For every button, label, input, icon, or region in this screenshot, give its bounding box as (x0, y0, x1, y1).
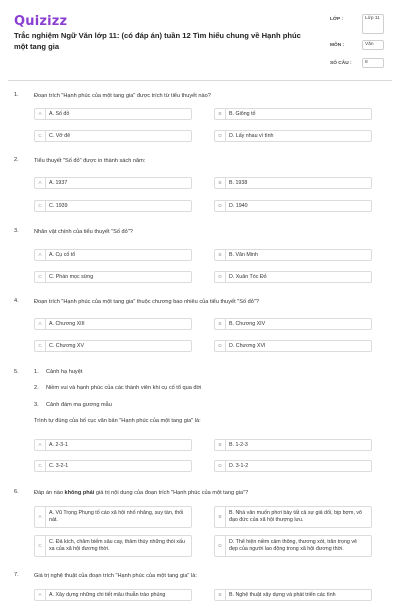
option-a[interactable] (34, 589, 192, 601)
count-row (330, 58, 388, 72)
subject-label: MÔN : (330, 43, 345, 48)
option-letter: B (215, 590, 226, 600)
option-a[interactable] (34, 177, 192, 189)
subject-row (330, 40, 388, 54)
question-text: Đoạn trích "Hạnh phúc của một tang gia" thuộc chương bao nhiêu của tiểu thuyết "Số đỏ"? (34, 299, 259, 305)
sub-item-text: Niềm vui và hạnh phúc của các thành viên khi cụ cố tổ qua đời (46, 385, 202, 391)
option-d[interactable] (214, 460, 372, 472)
question-text: Trình tự đúng của bố cục văn bản "Hạnh phúc của một tang gia" là: (34, 418, 201, 424)
option-letter: B (215, 178, 226, 188)
option-a[interactable] (34, 108, 192, 120)
worksheet-header (0, 0, 400, 78)
option-c[interactable] (34, 200, 192, 212)
option-c[interactable] (34, 340, 192, 352)
option-text: C. Phán mọc sừng (49, 274, 94, 280)
option-a[interactable] (34, 439, 192, 451)
question-number: 1. (14, 92, 19, 98)
option-letter: A (35, 178, 46, 188)
class-label: LỚP : (330, 17, 344, 22)
question-text: Nhân vật chính của tiểu thuyết "Số đỏ"? (34, 229, 133, 235)
option-letter: D (215, 201, 226, 211)
subject-field[interactable]: Văn (362, 40, 384, 50)
question-text: Tiểu thuyết "Số đỏ" được in thành sách năm: (34, 158, 146, 164)
option-letter: B (215, 440, 226, 450)
option-text: B. Nghệ thuật xây dựng và phát triển các tình (229, 592, 336, 598)
option-letter: C (35, 131, 46, 141)
option-a[interactable] (34, 318, 192, 330)
class-row (330, 14, 388, 36)
question-text-pre: Đáp án nào (34, 490, 65, 496)
sub-item-number: 2. (34, 385, 39, 391)
option-b[interactable] (214, 589, 372, 601)
option-text: B. 1938 (229, 180, 248, 186)
question-text-emphasis: không phải (64, 490, 95, 496)
option-b[interactable] (214, 439, 372, 451)
option-text: A. Xây dựng những chi tiết mâu thuẫn trào phúng (49, 592, 166, 598)
option-text: A. Chương XIII (49, 321, 85, 327)
option-text: A. Số đỏ (49, 111, 70, 117)
count-field[interactable]: 8 (362, 58, 384, 68)
option-c[interactable] (34, 460, 192, 472)
option-text: A. Cụ cố tổ (49, 252, 76, 258)
page-title: Trắc nghiệm Ngữ Văn lớp 11: (có đáp án) tuần 12 Tìm hiểu chung về Hạnh phúc một tang gia (14, 31, 301, 51)
option-c[interactable] (34, 130, 192, 142)
option-letter: D (215, 536, 226, 556)
option-letter: B (215, 109, 226, 119)
sub-item-text: Cảnh đám ma gương mẫu (46, 402, 112, 408)
meta-panel (330, 14, 388, 76)
option-b[interactable] (214, 506, 372, 528)
question-number: 3. (14, 228, 19, 234)
sub-item (34, 402, 112, 408)
option-text: C. Vỡ đê (49, 133, 71, 139)
option-letter: A (35, 507, 46, 527)
option-letter: C (35, 461, 46, 471)
option-d[interactable] (214, 535, 372, 557)
option-text: D. Thể hiện niềm cảm thông, thương xót, trân trọng vẻ đẹp của người lao động trong xã hội đương thời. (229, 539, 357, 552)
question-number: 2. (14, 157, 19, 163)
option-letter: A (35, 250, 46, 260)
option-d[interactable] (214, 340, 372, 352)
option-d[interactable] (214, 271, 372, 283)
option-letter: B (215, 319, 226, 329)
header-divider (8, 80, 392, 81)
option-letter: B (215, 250, 226, 260)
option-letter: A (35, 319, 46, 329)
option-text: C. 3-2-1 (49, 463, 69, 469)
option-c[interactable] (34, 535, 192, 557)
option-text: A. 1937 (49, 180, 68, 186)
question-number: 7. (14, 572, 19, 578)
question-text (34, 489, 374, 497)
option-text: B. Nhà văn muốn phơi bày tất cả sự giả dối, bịp bợm, vô đạo đức của xã hội thượng lưu. (229, 510, 362, 523)
option-letter: C (35, 201, 46, 211)
option-text: D. 3-1-2 (229, 463, 249, 469)
count-label: SỐ CÂU : (330, 61, 352, 66)
option-letter: D (215, 131, 226, 141)
option-text: C. Đả kích, châm biếm sâu cay, thâm thúy những thói xấu xa của xã hội đương thời. (49, 539, 185, 552)
option-text: B. 1-2-3 (229, 442, 248, 448)
option-letter: D (215, 341, 226, 351)
option-b[interactable] (214, 177, 372, 189)
option-d[interactable] (214, 130, 372, 142)
sub-item-text: Cảnh hạ huyệt (46, 369, 83, 375)
sub-item-number: 3. (34, 402, 39, 408)
sub-item-number: 1. (34, 369, 39, 375)
option-text: D. Chương XVI (229, 343, 266, 349)
option-letter: C (35, 341, 46, 351)
option-text: D. Xuân Tóc Đỏ (229, 274, 267, 280)
option-text: A. Vũ Trọng Phụng tố cáo xã hội nhố nhăng, suy tàn, thối nát. (49, 510, 184, 523)
question-number: 5. (14, 369, 19, 375)
option-text: C. Chương XV (49, 343, 84, 349)
option-letter: C (35, 536, 46, 556)
option-letter: A (35, 440, 46, 450)
option-letter: C (35, 272, 46, 282)
option-b[interactable] (214, 108, 372, 120)
option-b[interactable] (214, 318, 372, 330)
option-text: B. Giông tố (229, 111, 256, 117)
question-number: 4. (14, 298, 19, 304)
option-a[interactable] (34, 506, 192, 528)
option-text: A. 2-3-1 (49, 442, 68, 448)
option-letter: A (35, 590, 46, 600)
question-text-post: giá trị nội dung của đoạn trích "Hạnh phúc của một tang gia"? (94, 490, 249, 496)
option-letter: A (35, 109, 46, 119)
option-letter: B (215, 507, 226, 527)
option-text: B. Chương XIV (229, 321, 266, 327)
option-c[interactable] (34, 271, 192, 283)
option-text: D. Lấy nhau vì tình (229, 133, 274, 139)
sub-item (34, 385, 201, 391)
option-letter: D (215, 272, 226, 282)
option-text: D. 1940 (229, 203, 248, 209)
option-text: B. Văn Minh (229, 252, 258, 258)
option-b[interactable] (214, 249, 372, 261)
question-text: Đoạn trích "Hạnh phúc của một tang gia" được trích từ tiểu thuyết nào? (34, 93, 211, 99)
option-d[interactable] (214, 200, 372, 212)
question-number: 6. (14, 489, 19, 495)
quizizz-logo: Quizizz (14, 14, 68, 29)
sub-item (34, 369, 82, 375)
option-letter: D (215, 461, 226, 471)
class-field[interactable]: Lớp 11 (362, 14, 384, 34)
option-a[interactable] (34, 249, 192, 261)
option-text: C. 1939 (49, 203, 68, 209)
question-text: Giá trị nghệ thuật của đoạn trích "Hạnh phúc của một tang gia" là: (34, 573, 197, 579)
